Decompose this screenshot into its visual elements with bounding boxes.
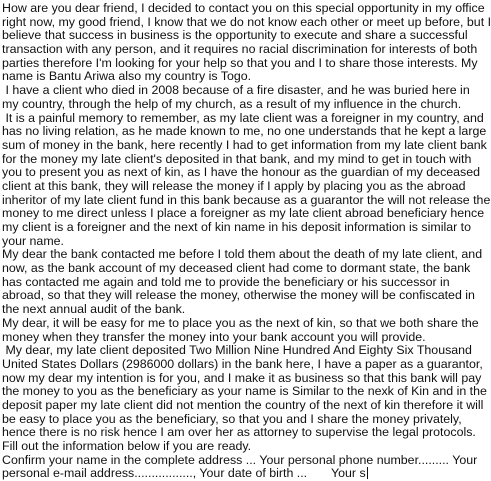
- text-line: my country, through the help of my church, as a result of my influence in the church.: [2, 96, 462, 111]
- text-line: abroad, so that they will release the money, otherwise the money will be confiscated in: [2, 288, 475, 303]
- text-line: now my dear my intention is for you, and I make it as business so that this bank will pay: [2, 370, 482, 385]
- text-line: deposit paper my late client did not mention the country of the next of kin therefore it will: [2, 397, 484, 412]
- text-line: My dear, my late client deposited Two Million Nine Hundred And Eighty Six Thousand: [2, 343, 472, 358]
- text-line: inheritor of my late client fund in this bank because as a guarantor the will not release the: [2, 192, 491, 207]
- text-line: be easy to place you as the beneficiary, so that you and I share the money privately,: [2, 411, 462, 426]
- text-line: name is Bantu Ariwa also my country is Togo.: [2, 69, 252, 84]
- text-line: Fill out the information below if you are ready.: [2, 439, 252, 453]
- text-line: the next annual audit of the bank.: [2, 302, 186, 317]
- text-line: money when they transfer the money into your bank account you will provide.: [2, 329, 426, 344]
- text-line: right now, my good friend, I know that we do not know each other or meet up before, but I: [2, 14, 491, 29]
- text-line: you to present you as next of kin, as I have the honour as the guardian of my deceased: [2, 165, 481, 180]
- text-line: transaction with any person, and it requires no racial discrimination for interests of both: [2, 42, 478, 57]
- text-line: has no living relation, as he made known to me, no one understands that he kept a large: [2, 124, 487, 139]
- text-line: hence there is no risk hence I am over her as attorney to supervise the legal protocols.: [2, 425, 476, 440]
- text-line: believe that success in business is the opportunity to execute and share a successful: [2, 28, 468, 43]
- text-line: It is a painful memory to remember, as my late client was a foreigner in my country, and: [2, 110, 484, 125]
- text-line: your name.: [2, 233, 64, 248]
- text-line: client at this bank, they will release the money if I apply by placing you as the abroad: [2, 178, 466, 193]
- text-line: Confirm your name in the complete address ... Your personal phone number......... Your: [2, 452, 478, 467]
- text-line: my client is a foreigner and the next of kin name in his deposit information is similar to: [2, 220, 471, 234]
- text-line: I have a client who died in 2008 because of a fire disaster, and he was buried here in: [2, 83, 470, 98]
- text-caret: [367, 467, 368, 479]
- text-line-last: [2, 467, 431, 481]
- text-line: parties therefore I'm looking for your help so that you and I to share those interests. My: [2, 55, 478, 70]
- text-line: sum of money in the bank, here recently I had to get information from my late client bank: [2, 137, 487, 152]
- text-line: How are you dear friend, I decided to contact you on this special opportunity in my office: [2, 1, 485, 15]
- last-line-text: personal e-mail address................., Your date of birth ... Your s: [2, 466, 366, 481]
- text-line: United States Dollars (2986000 dollars) in the bank here, I have a paper as a guarantor,: [2, 356, 483, 371]
- text-line: now, as the bank account of my deceased client had come to dormant state, the bank: [2, 261, 471, 276]
- text-line: has contacted me again and told me to provide the beneficiary or his successor in: [2, 274, 450, 289]
- text-line: money to me direct unless I place a foreigner as my late client abroad beneficiary hence: [2, 206, 485, 221]
- text-line: My dear, it will be easy for me to place you as the next of kin, so that we both share the: [2, 315, 479, 330]
- text-line: My dear the bank contacted me before I told them about the death of my late client, and: [2, 247, 483, 262]
- text-line: the money to you as the beneficiary as your name is Similar to the nexk of Kin and in the: [2, 384, 487, 399]
- text-line: for the money my late client's deposited in that bank, and my mind to get in touch with: [2, 151, 472, 166]
